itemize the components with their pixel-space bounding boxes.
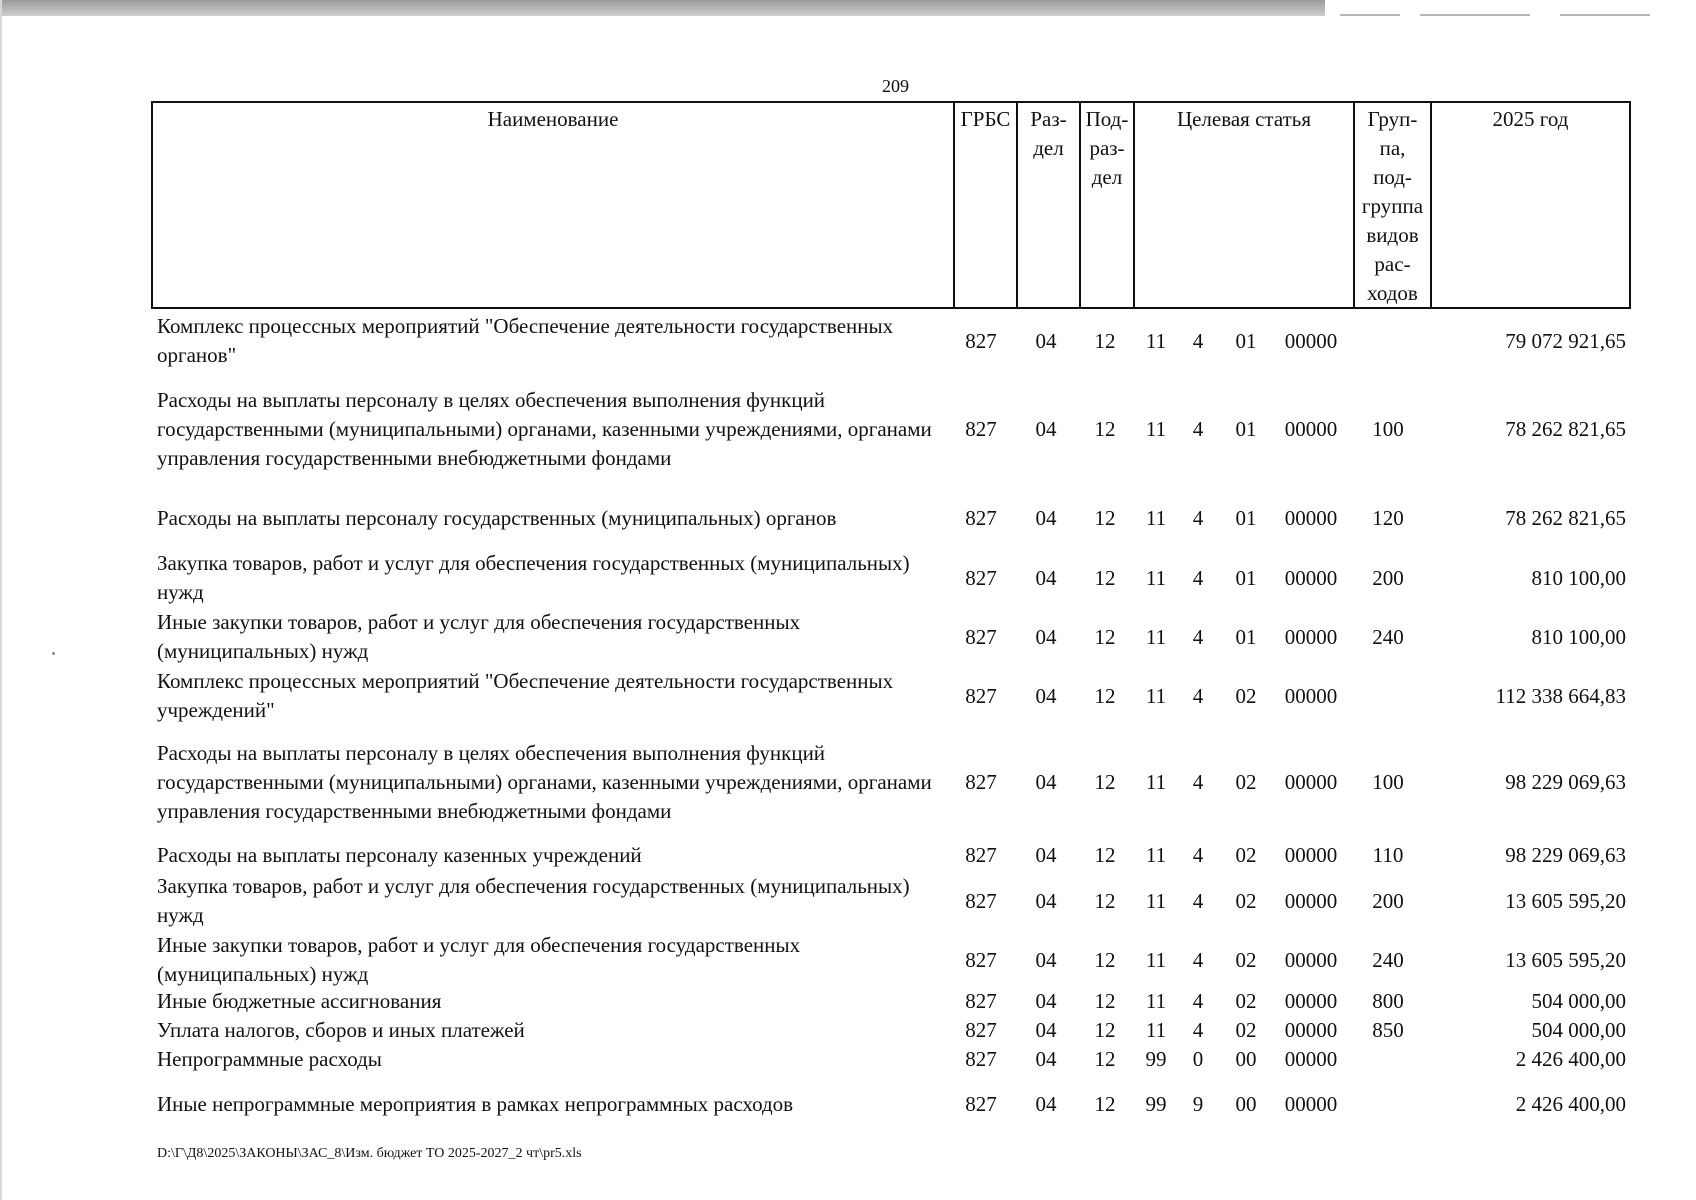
program-code-cell: 11 [1145, 1018, 1167, 1042]
activity-code-cell: 02 [1235, 989, 1257, 1013]
amount-cell: 78 262 821,65 [1505, 417, 1626, 441]
activity-code-cell: 02 [1235, 947, 1257, 972]
row-name-cell: Иные бюджетные ассигнования [157, 989, 442, 1013]
row-name-cell: Уплата налогов, сборов и иных платежей [157, 1018, 525, 1042]
subprogram-code-cell: 4 [1192, 888, 1204, 913]
expense-type-cell: 800 [1372, 989, 1404, 1013]
direction-code-cell: 00000 [1284, 1092, 1338, 1116]
scan-dash [1340, 14, 1400, 16]
header-expense-group: Груп- па, под- группа видов рас- ходов [1355, 103, 1432, 307]
row-name-cell: Расходы на выплаты персоналу в целях обеспечения выполнения функций государственными (муниципальными) органами, казенными учреждениями, органами управления государственными внебюджетными фондами [157, 388, 932, 470]
podrazdel-cell: 12 [1094, 1092, 1116, 1116]
direction-code-cell: 00000 [1284, 328, 1338, 353]
direction-code-cell: 00000 [1284, 565, 1338, 590]
direction-code-cell: 00000 [1284, 624, 1338, 649]
scan-edge [0, 0, 2, 1200]
subprogram-code-cell: 4 [1192, 565, 1204, 590]
row-name-cell: Закупка товаров, работ и услуг для обеспечения государственных (муниципальных) нужд [157, 874, 910, 927]
subprogram-code-cell: 4 [1192, 770, 1204, 794]
program-code-cell: 11 [1145, 888, 1167, 913]
subprogram-code-cell: 4 [1192, 843, 1204, 867]
direction-code-cell: 00000 [1284, 989, 1338, 1013]
podrazdel-cell: 12 [1094, 1047, 1116, 1071]
activity-code-cell: 01 [1235, 328, 1257, 353]
expense-type-cell: 110 [1372, 843, 1404, 867]
program-code-cell: 99 [1145, 1047, 1167, 1071]
row-name-cell: Расходы на выплаты персоналу в целях обеспечения выполнения функций государственными (муниципальными) органами, казенными учреждениями, органами управления государственными внебюджетными фондами [157, 741, 932, 823]
activity-code-cell: 01 [1235, 624, 1257, 649]
podrazdel-cell: 12 [1094, 888, 1116, 913]
subprogram-code-cell: 4 [1192, 989, 1204, 1013]
header-name: Наименование [153, 103, 955, 307]
amount-cell: 98 229 069,63 [1505, 770, 1626, 794]
scan-shadow [0, 0, 1325, 16]
header-grbs: ГРБС [955, 103, 1018, 307]
razdel-cell: 04 [1035, 1047, 1057, 1071]
scan-dash [1420, 14, 1530, 16]
podrazdel-cell: 12 [1094, 770, 1116, 794]
program-code-cell: 11 [1145, 417, 1167, 441]
razdel-cell: 04 [1035, 989, 1057, 1013]
row-name-cell: Комплекс процессных мероприятий "Обеспечение деятельности государственных органов" [157, 314, 894, 367]
subprogram-code-cell: 9 [1192, 1092, 1204, 1116]
subprogram-code-cell: 0 [1192, 1047, 1204, 1071]
podrazdel-cell: 12 [1094, 947, 1116, 972]
row-name-cell: Иные непрограммные мероприятия в рамках непрограммных расходов [157, 1092, 794, 1116]
expense-type-cell: 200 [1372, 565, 1404, 590]
row-name-cell: Расходы на выплаты персоналу казенных учреждений [157, 843, 642, 867]
podrazdel-cell: 12 [1094, 1018, 1116, 1042]
activity-code-cell: 01 [1235, 417, 1257, 441]
activity-code-cell: 01 [1235, 565, 1257, 590]
podrazdel-cell: 12 [1094, 624, 1116, 649]
subprogram-code-cell: 4 [1192, 417, 1204, 441]
amount-cell: 13 605 595,20 [1505, 947, 1626, 972]
amount-cell: 810 100,00 [1531, 565, 1626, 590]
activity-code-cell: 01 [1235, 506, 1257, 530]
podrazdel-cell: 12 [1094, 989, 1116, 1013]
row-name-cell: Закупка товаров, работ и услуг для обеспечения государственных (муниципальных) нужд [157, 551, 910, 604]
grbs-cell: 827 [965, 1092, 997, 1116]
direction-code-cell: 00000 [1284, 770, 1338, 794]
program-code-cell: 99 [1145, 1092, 1167, 1116]
activity-code-cell: 02 [1235, 770, 1257, 794]
razdel-cell: 04 [1035, 565, 1057, 590]
file-path-footer: D:\Г\Д8\2025\ЗАКОНЫ\ЗАС_8\Изм. бюджет ТО 2025-2027_2 чт\pr5.xls [157, 1146, 582, 1161]
expense-type-cell: 200 [1372, 888, 1404, 913]
activity-code-cell: 00 [1235, 1047, 1257, 1071]
expense-type-cell: 850 [1372, 1018, 1404, 1042]
subprogram-code-cell: 4 [1192, 328, 1204, 353]
amount-cell: 810 100,00 [1531, 624, 1626, 649]
header-target-article: Целевая статья [1135, 103, 1355, 307]
header-year: 2025 год [1492, 107, 1569, 131]
subprogram-code-cell: 4 [1192, 624, 1204, 649]
program-code-cell: 11 [1145, 947, 1167, 972]
podrazdel-cell: 12 [1094, 506, 1116, 530]
amount-cell: 2 426 400,00 [1515, 1047, 1626, 1071]
direction-code-cell: 00000 [1284, 506, 1338, 530]
row-name-cell: Иные закупки товаров, работ и услуг для обеспечения государственных (муниципальных) нужд [157, 933, 801, 986]
grbs-cell: 827 [965, 843, 997, 867]
activity-code-cell: 02 [1235, 683, 1257, 708]
subprogram-code-cell: 4 [1192, 1018, 1204, 1042]
grbs-cell: 827 [965, 328, 997, 353]
activity-code-cell: 02 [1235, 888, 1257, 913]
direction-code-cell: 00000 [1284, 417, 1338, 441]
amount-cell: 79 072 921,65 [1505, 328, 1626, 353]
razdel-cell: 04 [1035, 843, 1057, 867]
direction-code-cell: 00000 [1284, 1018, 1338, 1042]
razdel-cell: 04 [1035, 506, 1057, 530]
program-code-cell: 11 [1145, 565, 1167, 590]
scan-speck [52, 652, 55, 655]
grbs-cell: 827 [965, 947, 997, 972]
grbs-cell: 827 [965, 1047, 997, 1071]
table-header [151, 101, 1631, 309]
grbs-cell: 827 [965, 565, 997, 590]
program-code-cell: 11 [1145, 506, 1167, 530]
expense-type-cell: 100 [1372, 770, 1404, 794]
page-number: 209 [882, 76, 909, 96]
podrazdel-cell: 12 [1094, 843, 1116, 867]
activity-code-cell: 02 [1235, 843, 1257, 867]
grbs-cell: 827 [965, 624, 997, 649]
razdel-cell: 04 [1035, 770, 1057, 794]
grbs-cell: 827 [965, 770, 997, 794]
row-name-cell: Комплекс процессных мероприятий "Обеспечение деятельности государственных учреждений" [157, 669, 894, 722]
amount-cell: 504 000,00 [1531, 1018, 1626, 1042]
amount-cell: 504 000,00 [1531, 989, 1626, 1013]
program-code-cell: 11 [1145, 989, 1167, 1013]
razdel-cell: 04 [1035, 947, 1057, 972]
direction-code-cell: 00000 [1284, 1047, 1338, 1071]
program-code-cell: 11 [1145, 328, 1167, 353]
razdel-cell: 04 [1035, 683, 1057, 708]
grbs-cell: 827 [965, 989, 997, 1013]
row-name-cell: Иные закупки товаров, работ и услуг для обеспечения государственных (муниципальных) нужд [157, 610, 801, 663]
header-podrazdel: Под- раз- дел [1081, 103, 1135, 307]
razdel-cell: 04 [1035, 888, 1057, 913]
razdel-cell: 04 [1035, 417, 1057, 441]
direction-code-cell: 00000 [1284, 888, 1338, 913]
amount-cell: 98 229 069,63 [1505, 843, 1626, 867]
program-code-cell: 11 [1145, 683, 1167, 708]
direction-code-cell: 00000 [1284, 947, 1338, 972]
direction-code-cell: 00000 [1284, 843, 1338, 867]
podrazdel-cell: 12 [1094, 565, 1116, 590]
direction-code-cell: 00000 [1284, 683, 1338, 708]
expense-type-cell: 240 [1372, 624, 1404, 649]
amount-cell: 2 426 400,00 [1515, 1092, 1626, 1116]
podrazdel-cell: 12 [1094, 417, 1116, 441]
program-code-cell: 11 [1145, 624, 1167, 649]
podrazdel-cell: 12 [1094, 328, 1116, 353]
activity-code-cell: 02 [1235, 1018, 1257, 1042]
amount-cell: 112 338 664,83 [1495, 683, 1626, 708]
amount-cell: 78 262 821,65 [1505, 506, 1626, 530]
subprogram-code-cell: 4 [1192, 947, 1204, 972]
activity-code-cell: 00 [1235, 1092, 1257, 1116]
expense-type-cell: 100 [1372, 417, 1404, 441]
program-code-cell: 11 [1145, 843, 1167, 867]
razdel-cell: 04 [1035, 624, 1057, 649]
scan-dash [1560, 14, 1650, 16]
grbs-cell: 827 [965, 683, 997, 708]
subprogram-code-cell: 4 [1192, 683, 1204, 708]
subprogram-code-cell: 4 [1192, 506, 1204, 530]
row-name-cell: Непрограммные расходы [157, 1047, 382, 1071]
grbs-cell: 827 [965, 417, 997, 441]
razdel-cell: 04 [1035, 1018, 1057, 1042]
podrazdel-cell: 12 [1094, 683, 1116, 708]
razdel-cell: 04 [1035, 328, 1057, 353]
amount-cell: 13 605 595,20 [1505, 888, 1626, 913]
razdel-cell: 04 [1035, 1092, 1057, 1116]
grbs-cell: 827 [965, 1018, 997, 1042]
expense-type-cell: 240 [1372, 947, 1404, 972]
expense-type-cell: 120 [1372, 506, 1404, 530]
grbs-cell: 827 [965, 506, 997, 530]
grbs-cell: 827 [965, 888, 997, 913]
header-razdel: Раз- дел [1018, 103, 1081, 307]
program-code-cell: 11 [1145, 770, 1167, 794]
row-name-cell: Расходы на выплаты персоналу государственных (муниципальных) органов [157, 506, 837, 530]
